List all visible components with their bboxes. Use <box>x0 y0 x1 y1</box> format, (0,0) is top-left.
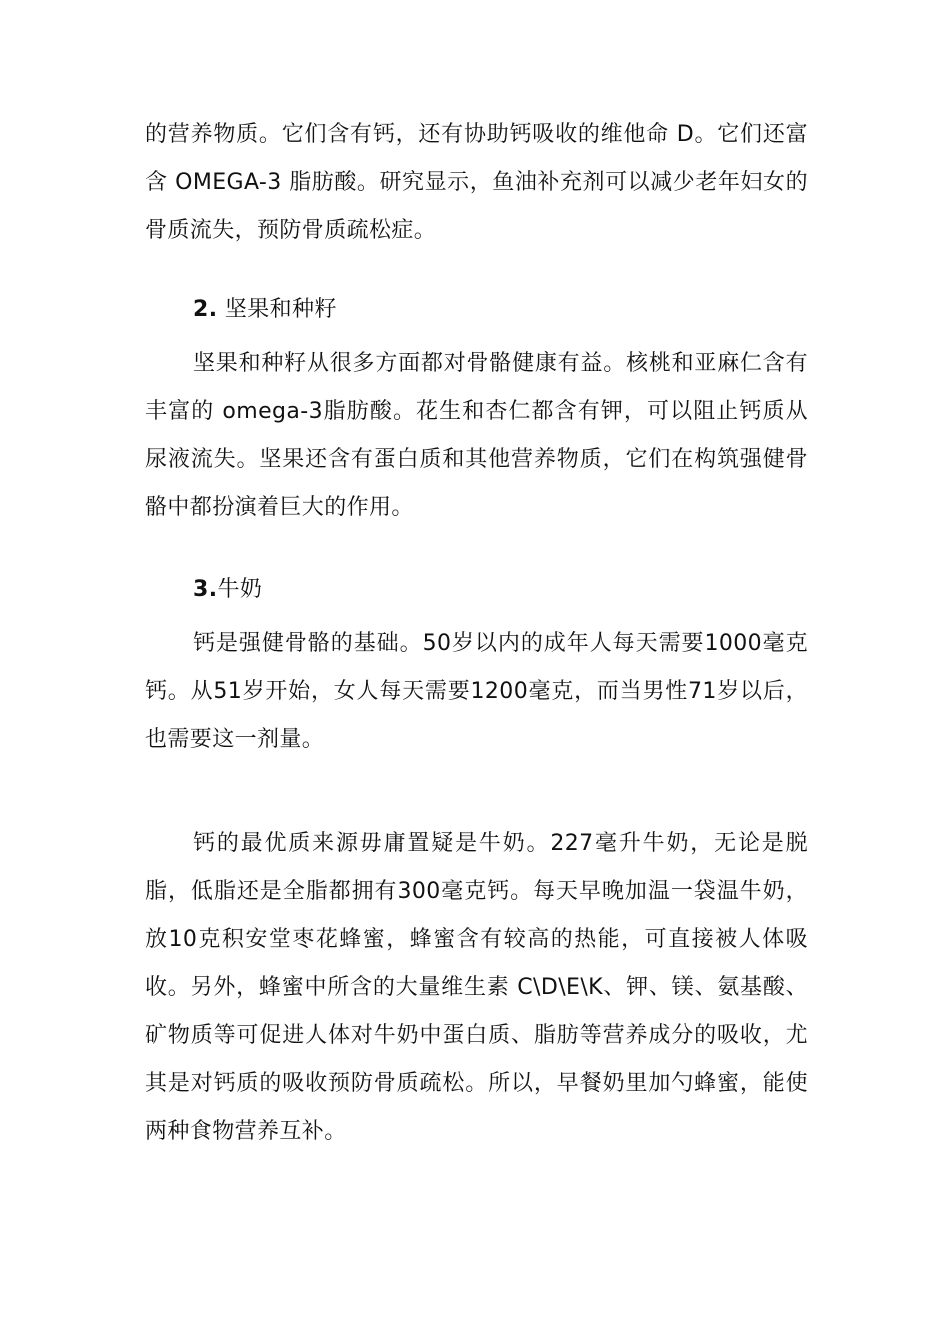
section-heading-milk <box>193 566 262 614</box>
paragraph-milk-honey: 钙的最优质来源毋庸置疑是牛奶。227毫升牛奶，无论是脱脂，低脂还是全脂都拥有300毫克钙。每天早晚加温一袋温牛奶，放10克积安堂枣花蜂蜜，蜂蜜含有较高的热能，可直接被人体吸收。另外，蜂蜜中所含的大量维生素 C\D\E\K、钾、镁、氨基酸、矿物质等可促进人体对牛奶中蛋白质、脂肪等营养成分的吸收，尤其是对钙质的吸收预防骨质疏松。所以，早餐奶里加勺蜂蜜，能使两种食物营养互补。 <box>145 831 808 1144</box>
section-title: 牛奶 <box>217 577 263 602</box>
paragraph-fish-nutrients: 的营养物质。它们含有钙，还有协助钙吸收的维他命 D。它们还富含 OMEGA-3 脂肪酸。研究显示，鱼油补充剂可以减少老年妇女的骨质流失，预防骨质疏松症。 <box>145 122 808 243</box>
paragraph-nuts-seeds: 坚果和种籽从很多方面都对骨骼健康有益。核桃和亚麻仁含有丰富的 omega-3脂肪酸。花生和杏仁都含有钾，可以阻止钙质从尿液流失。坚果还含有蛋白质和其他营养物质，它们在构筑强健骨骼中都扮演着巨大的作用。 <box>145 351 808 520</box>
section-title: 坚果和种籽 <box>217 297 337 322</box>
section-heading-nuts-seeds <box>193 286 337 334</box>
section-number: 3. <box>193 577 218 602</box>
paragraph-calcium-needs: 钙是强健骨骼的基础。50岁以内的成年人每天需要1000毫克钙。从51岁开始，女人每天需要1200毫克，而当男性71岁以后，也需要这一剂量。 <box>145 631 808 752</box>
section-number: 2. <box>193 297 218 322</box>
